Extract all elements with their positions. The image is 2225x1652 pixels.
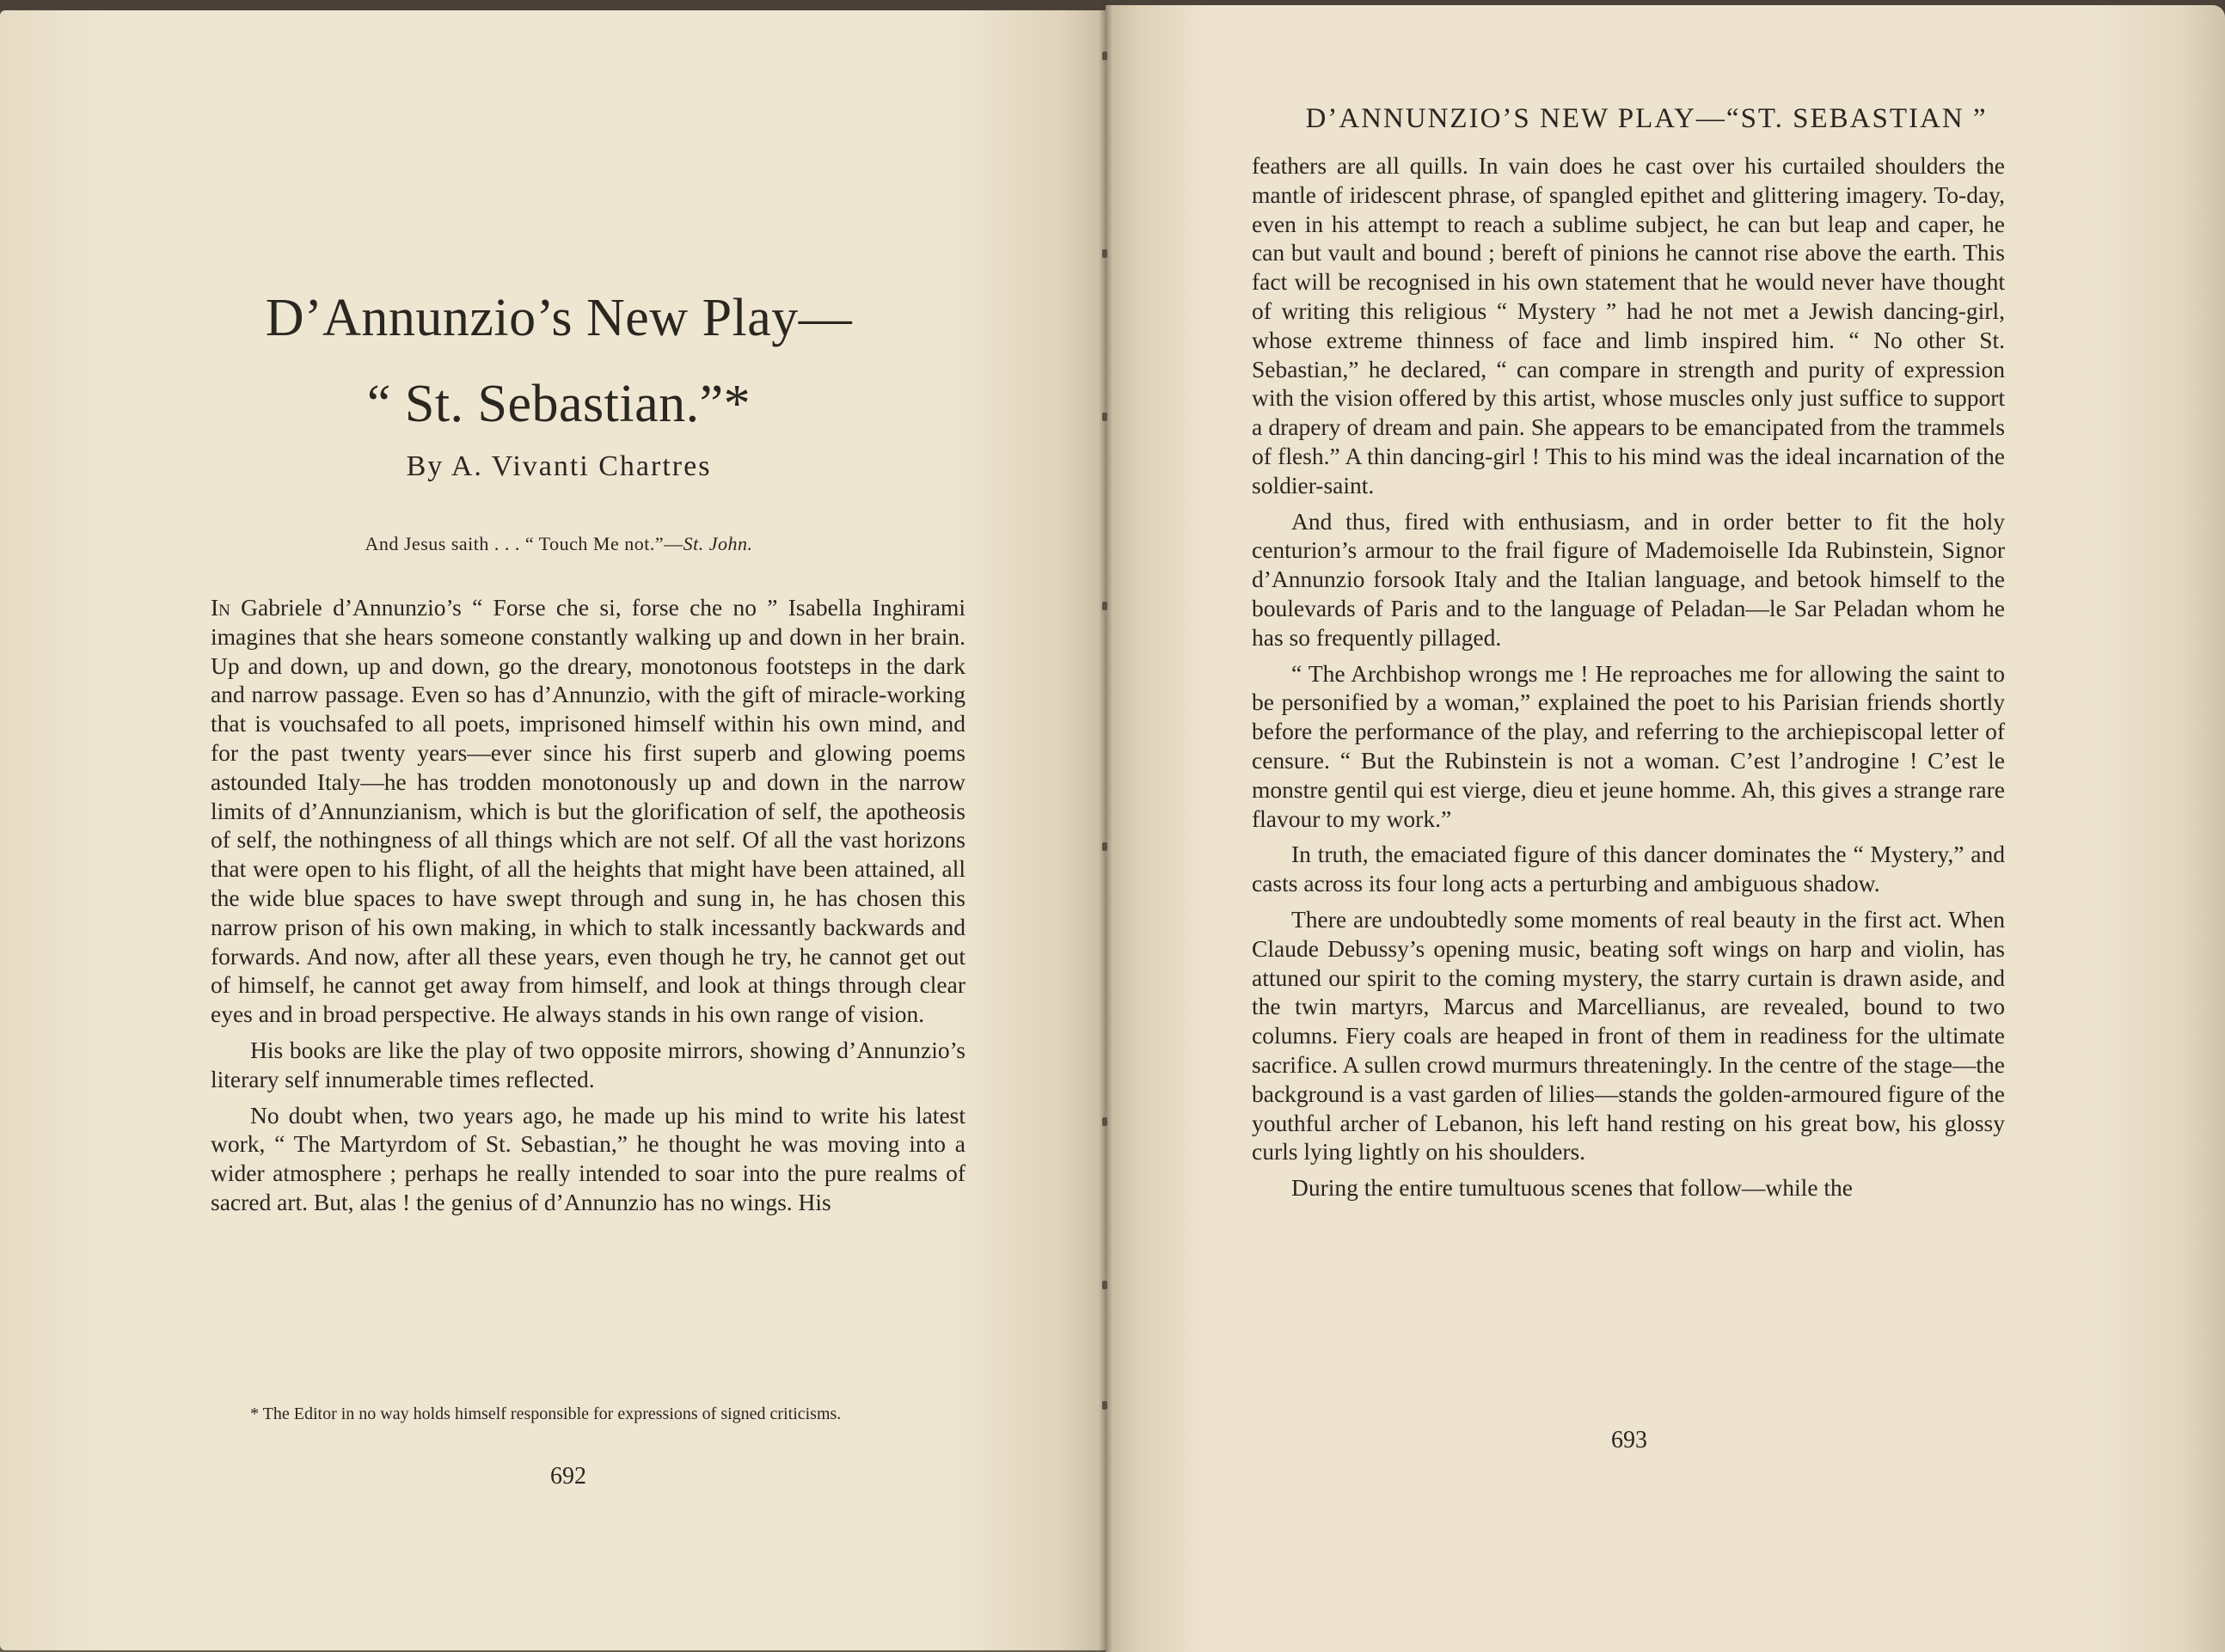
epigraph-text: And Jesus saith . . . “ Touch Me not.”— [365,533,683,554]
paragraph: feathers are all quills. In vain does he cast over his curtailed shoulders the mantle of iridescent phrase, of spangled epithet and glittering imagery. To-day, even in his attempt to reach a sublime subject, he can but leap and caper, he can but vault and bound ; bereft of pinions he cannot rise above the earth. This fact will be recognised in his own statement that he would never have thought of writing this religious “ Mystery ” had he not met a Jewish dancing-girl, whose extreme thinness of face and limb inspired him. “ No other St. Sebastian,” he declared, “ can compare in strength and purity of expression with the vision offered by this artist, whose muscles only just suffice to support a drapery of dream and pain. She appears to be emancipated from the trammels of flesh.” A thin dancing-girl ! This to his mind was the ideal incarnation of the soldier-saint. [1252,152,2005,499]
title-line-2: “ St. Sebastian.”* [366,375,751,433]
paragraph: “ The Archbishop wrongs me ! He reproaches me for allowing the saint to be personified by a woman,” explained the poet to his Parisian friends shortly before the performance of the play, and referring to the archiepiscopal letter of censure. “ But the Rubinstein is not a woman. C’est l’androgine ! C’est le monstre gentil qui est vierge, dieu et jeune homme. Ah, this gives a strange rare flavour to my work.” [1252,659,2005,832]
left-body-text [211,593,965,1217]
binding-stitch [1102,413,1107,421]
binding-stitch [1102,249,1107,258]
article-title [215,275,903,447]
right-body-text [1252,151,2005,1202]
running-head: D’ANNUNZIO’S NEW PLAY—“ST. SEBASTIAN ” [1305,103,1988,134]
paragraph: In truth, the emaciated figure of this dancer dominates the “ Mystery,” and casts across its four long acts a perturbing and ambiguous shadow. [1252,841,2005,897]
paragraph: There are undoubtedly some moments of real beauty in the first act. When Claude Debussy’s opening music, beating soft wings on harp and violin, has attuned our spirit to the coming mystery, the starry curtain is drawn aside, and the twin martyrs, Marcus and Marcellianus, are revealed, bound to two columns. Fiery coals are heaped in front of them in readiness for the ultimate sacrifice. A sullen crowd murmurs threateningly. In the centre of the stage—the background is a vast garden of lilies—stands the golden-armoured figure of the youthful archer of Lebanon, his left hand resting on his great bow, his glossy curls lying lightly on his shoulders. [1252,905,2005,1166]
paragraph: And thus, fired with enthusiasm, and in order better to fit the holy centurion’s armour to the frail figure of Mademoiselle Ida Rubinstein, Signor d’Annunzio forsook Italy and the Italian language, and betook himself to the boulevards of Paris and to the language of Peladan—le Sar Peladan whom he has so frequently pillaged. [1252,507,2005,651]
binding-stitch [1102,1281,1107,1289]
paragraph: During the entire tumultuous scenes that follow—while the [1291,1174,1853,1202]
byline: By A. Vivanti Chartres [406,450,712,482]
binding-stitch [1102,1117,1107,1126]
footnote: * The Editor in no way holds himself responsible for expressions of signed criticisms. [250,1404,842,1423]
title-line-1: D’Annunzio’s New Play— [265,289,853,347]
binding-stitch [1102,602,1107,610]
paragraph: No doubt when, two years ago, he made up his mind to write his latest work, “ The Martyrdom of St. Sebastian,” he thought he was moving into a wider atmosphere ; perhaps he really intended to soar into the pure realms of sacred art. But, alas ! the genius of d’Annunzio has no wings. His [211,1101,965,1215]
binding-stitch [1102,1401,1107,1410]
epigraph-source: St. John. [683,533,753,554]
page-number: 692 [550,1463,586,1490]
binding-stitch [1102,842,1107,851]
page-number: 693 [1611,1427,1647,1453]
left-page [0,10,1106,1650]
paragraph: His books are like the play of two opposite mirrors, showing d’Annunzio’s literary self innumerable times reflected. [211,1036,965,1092]
binding-stitch [1102,52,1107,60]
paragraph: In Gabriele d’Annunzio’s “ Forse che si, forse che no ” Isabella Inghirami imagines that she hears someone constantly walking up and down in her brain. Up and down, up and down, go the dreary, monotonous footsteps in the dark and narrow passage. Even so has d’Annunzio, with the gift of miracle-working that is vouchsafed to all poets, imprisoned himself within his own mind, and for the past twenty years—ever since his first superb and glowing poems astounded Italy—he has trodden monotonously up and down in the narrow limits of d’Annunzianism, which is but the glorification of self, the apotheosis of self, the nothingness of all things which are not self. Of all the vast horizons that were open to his flight, of all the heights that might have been attained, all the wide blue spaces to have swept through and sung in, he has chosen this narrow prison of his own making, in which to stalk incessantly backwards and forwards. And now, after all these years, even though he try, he cannot get out of himself, he cannot get away from himself, and look at things through clear eyes and in broad perspective. He always stands in his own range of vision. [211,594,965,1028]
epigraph [215,533,903,555]
drop-word: In [211,594,230,621]
